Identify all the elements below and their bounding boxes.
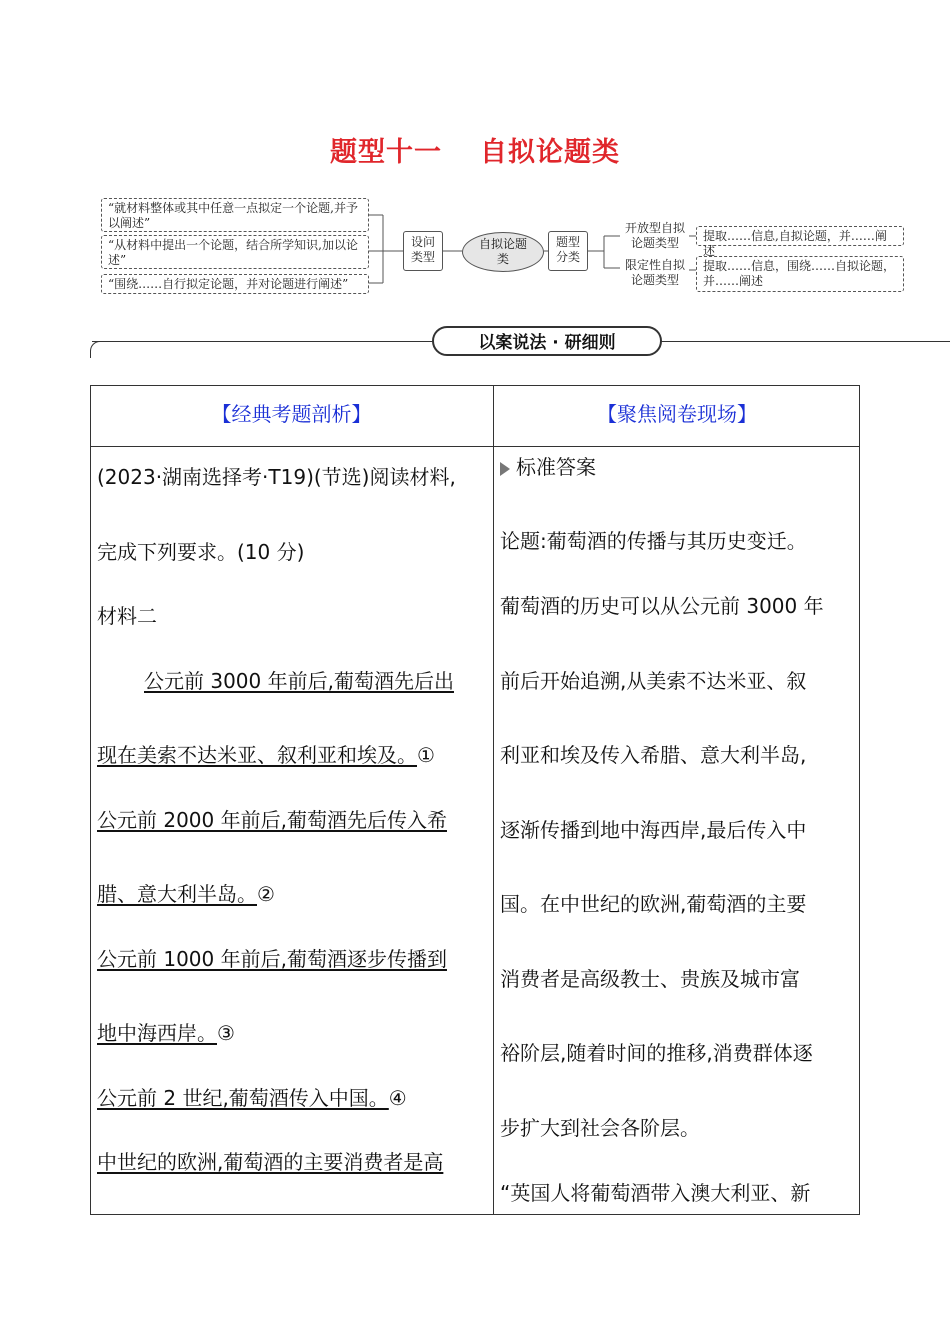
map-center-label: 自拟论题类: [478, 237, 527, 266]
map-ask-type: 设问类型: [403, 231, 443, 271]
marker-4: ④: [388, 1086, 407, 1110]
right-line: 利亚和埃及传入希腊、意大利半岛,: [500, 743, 807, 767]
map-left-item-3: “围绕……自行拟定论题，并对论题进行阐述”: [101, 274, 369, 294]
map-limited-type: 限定性自拟论题类型: [624, 258, 685, 287]
left-line: 完成下列要求。(10 分): [97, 540, 305, 564]
right-line: 裕阶层,随着时间的推移,消费群体逐: [500, 1041, 813, 1065]
right-line: 消费者是高级教士、贵族及城市富: [500, 967, 800, 991]
right-column-header: 【聚焦阅卷现场】: [597, 402, 757, 426]
left-line-underlined: 腊、意大利半岛。: [97, 882, 257, 906]
right-line: “英国人将葡萄酒带入澳大利亚、新: [500, 1181, 811, 1205]
left-line-underlined: 公元前 2 世纪,葡萄酒传入中国。: [97, 1086, 389, 1110]
map-center-node: [462, 232, 544, 272]
right-line: 逐渐传播到地中海西岸,最后传入中: [500, 818, 807, 842]
right-line: 论题:葡萄酒的传播与其历史变迁。: [500, 529, 807, 553]
left-line-underlined: 中世纪的欧洲,葡萄酒的主要消费者是高: [97, 1150, 444, 1174]
right-line: 葡萄酒的历史可以从公元前 3000 年: [500, 594, 824, 618]
left-column-header: 【经典考题剖析】: [211, 402, 372, 426]
answer-label: 标准答案: [516, 455, 596, 479]
title-part2: 自拟论题类: [480, 137, 620, 168]
title-part1: 题型十一: [330, 137, 442, 168]
map-left-item-1: “就材料整体或其中任意一点拟定一个论题,并予以阐述”: [101, 198, 369, 232]
left-line: (2023·湖南选择考·T19)(节选)阅读材料,: [97, 465, 456, 489]
left-line-underlined: 公元前 3000 年前后,葡萄酒先后出: [144, 669, 454, 693]
left-line: 材料二: [97, 604, 157, 628]
left-line-underlined: 现在美索不达米亚、叙利亚和埃及。: [97, 743, 417, 767]
map-open-type: 开放型自拟论题类型: [624, 221, 685, 250]
map-limited-desc: 提取……信息，围绕……自拟论题，并……阐述: [696, 256, 904, 292]
map-open-desc: 提取……信息,自拟论题，并……阐述: [696, 226, 904, 246]
right-line: 步扩大到社会各阶层。: [500, 1116, 700, 1140]
marker-3: ③: [217, 1021, 235, 1045]
section-banner: 以案说法 · 研细则: [432, 326, 662, 356]
right-line: 前后开始追溯,从美索不达米亚、叙: [500, 669, 807, 693]
marker-2: ②: [257, 882, 275, 906]
left-line-with-marker: [97, 739, 435, 768]
banner-rule-hook: [90, 341, 105, 358]
left-line-underlined: 公元前 2000 年前后,葡萄酒先后传入希: [97, 808, 447, 832]
map-left-item-2: “从材料中提出一个论题，结合所学知识,加以论述”: [101, 235, 369, 269]
table-header-divider: [90, 446, 860, 447]
left-line-with-marker: [97, 1082, 407, 1111]
left-line-underlined: 地中海西岸。: [97, 1021, 217, 1045]
answer-label-row: [500, 451, 596, 480]
triangle-bullet-icon: [500, 462, 510, 476]
table-column-divider: [493, 385, 494, 1215]
right-line: 国。在中世纪的欧洲,葡萄酒的主要: [500, 892, 807, 916]
map-classify: 题型分类: [548, 231, 588, 271]
left-line-underlined: 公元前 1000 年前后,葡萄酒逐步传播到: [97, 947, 447, 971]
marker-1: ①: [417, 743, 435, 767]
left-line-with-marker: [97, 1017, 235, 1046]
left-line-with-marker: [97, 878, 275, 907]
